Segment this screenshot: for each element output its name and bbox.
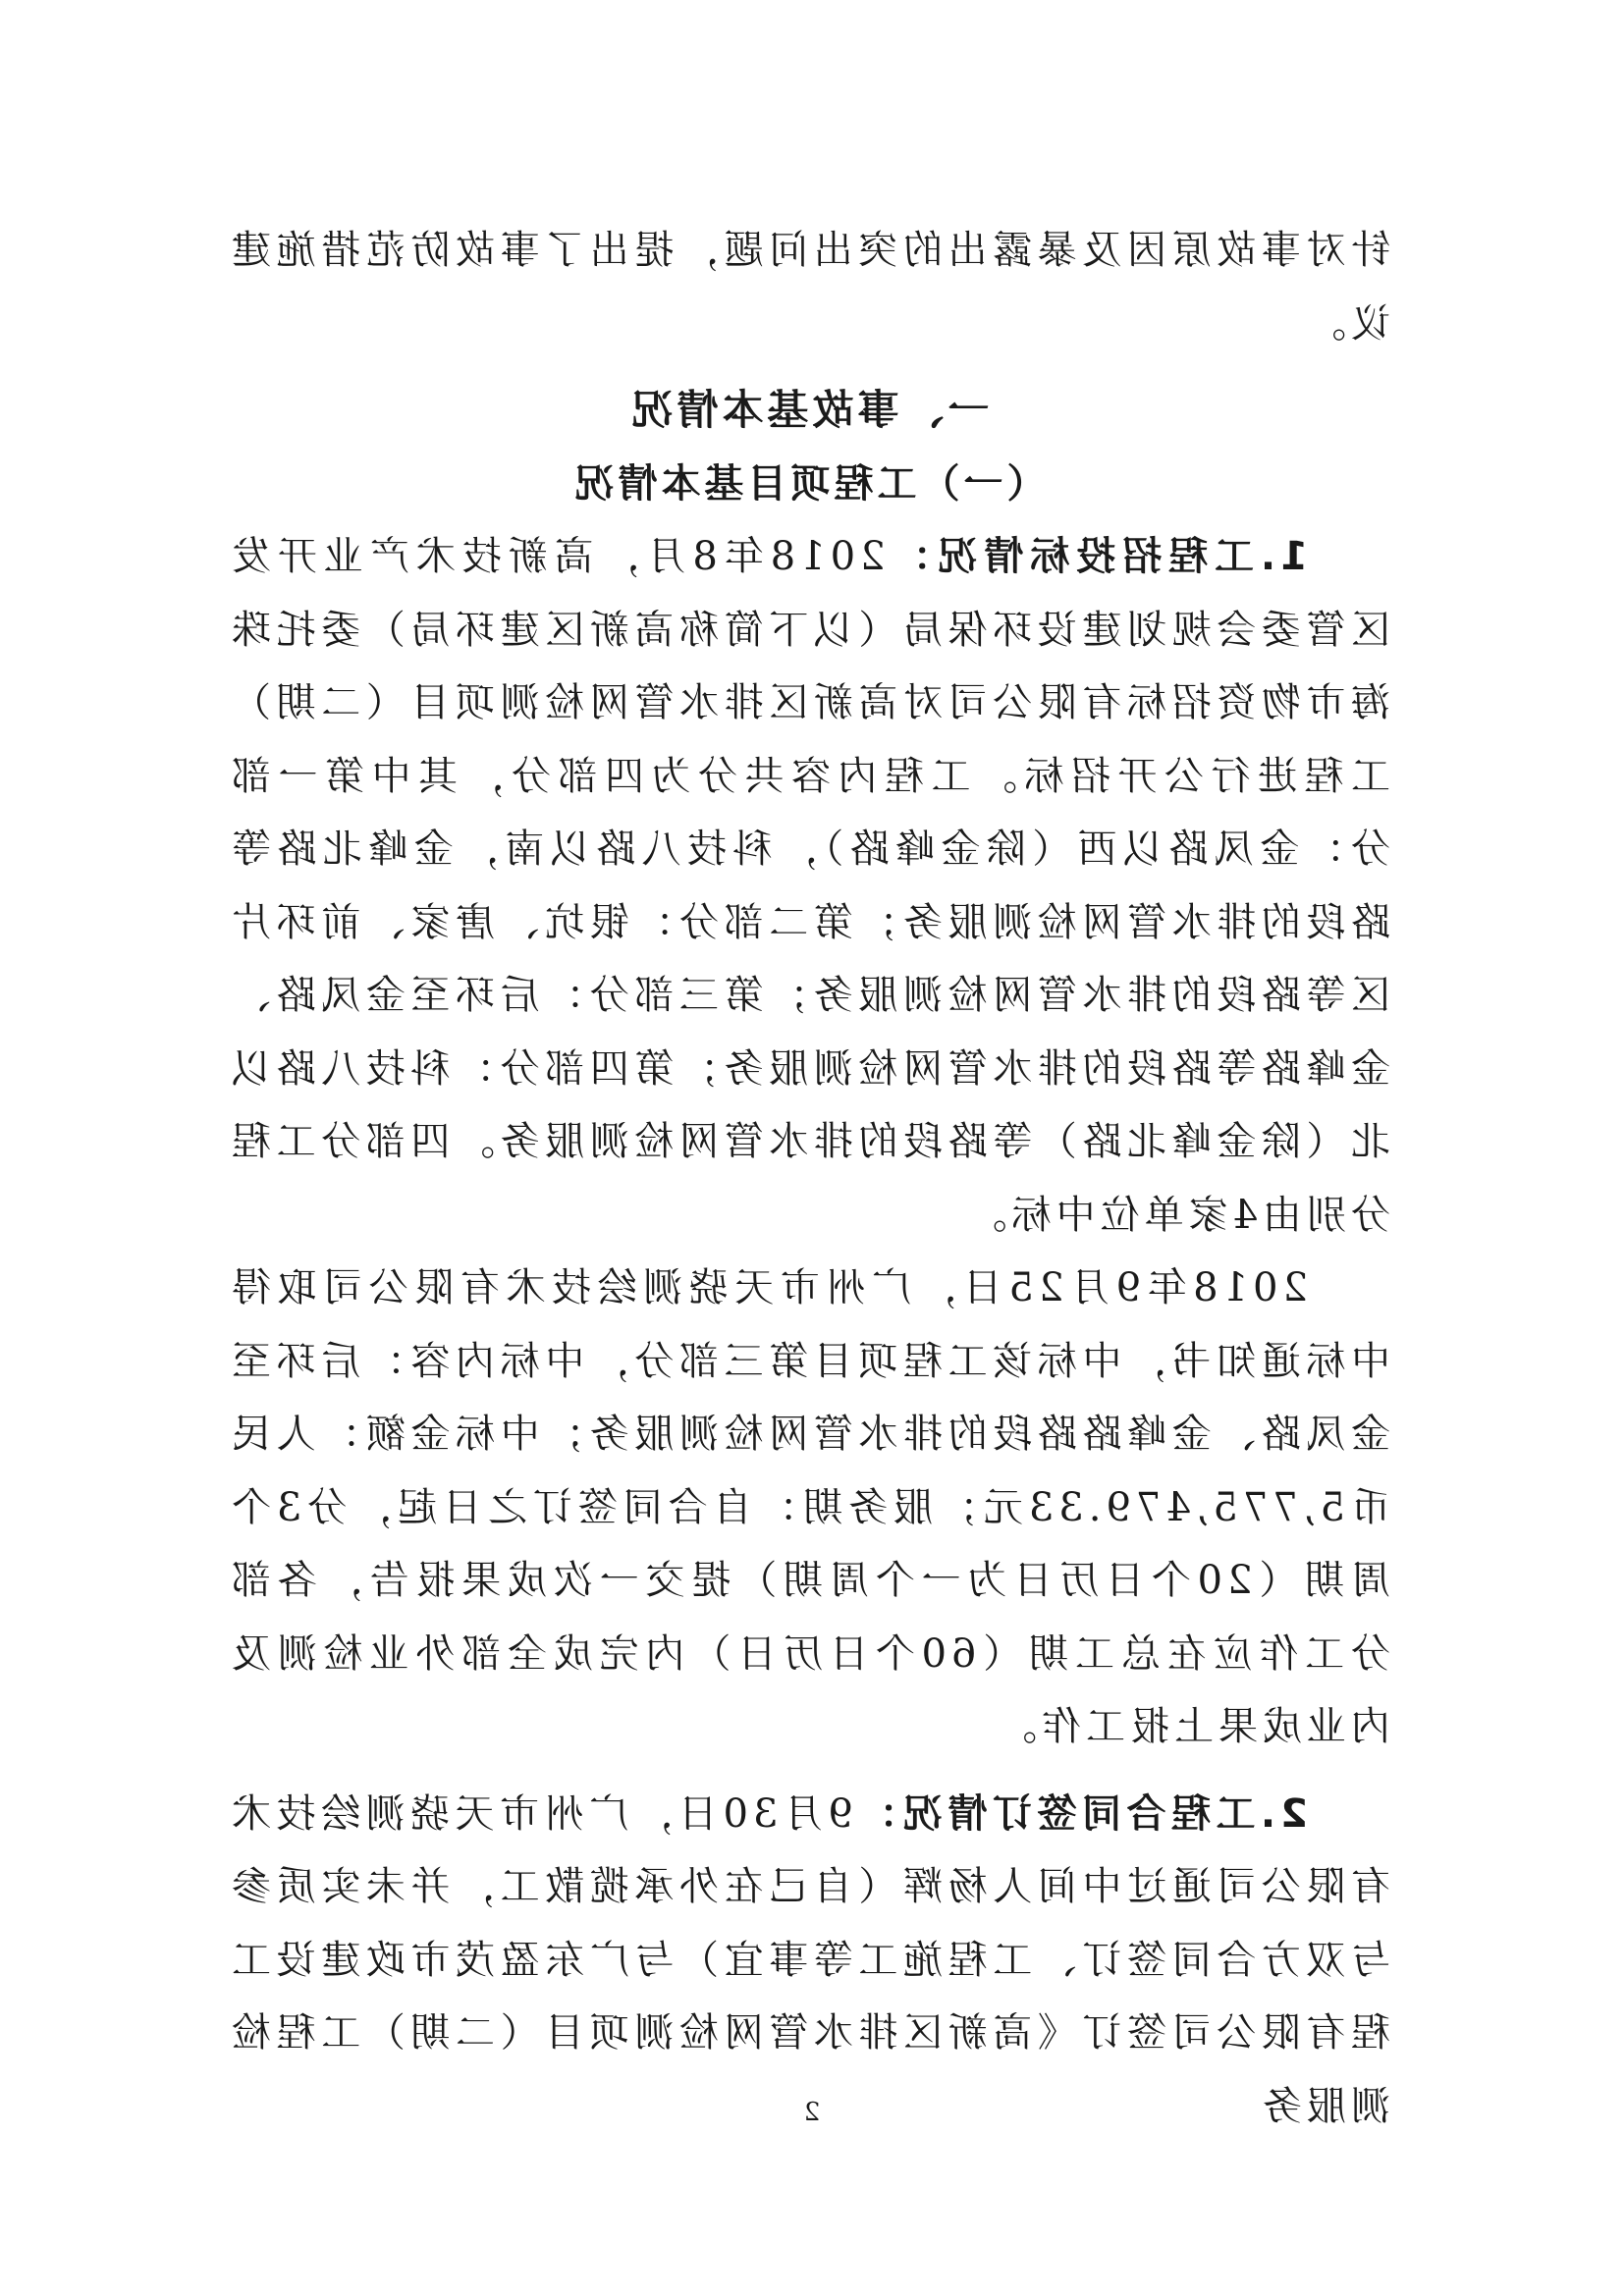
item2-paragraph (227, 1778, 1390, 2144)
document-body (227, 214, 1390, 2143)
intro-paragraph: 针对事故原因及暴露出的突出问题，提出了事故防范措施建议。 (227, 228, 1390, 347)
item1-text: 2018年8月，高新技术产业开发区管委会规划建设环保局（以下简称高新区建环局）委托珠海市物资招标有限公司对高新区排水管网检测项目（二期）工程进行公开招标。工程内容共分为四部分，其中第一部分：金凤路以西（除金峰路），科技八路以南，金峰北路等路段的排水管网检测服务；第二部分：银坑、唐家、前环片区等路段的排水管网检测服务；第三部分：后环至金凤路、金峰路等路段的排水管网检测服务；第四部分：科技八路以北（除金峰北路）等路段的排水管网检测服务。四部分工程分别由4家单位中标。 (227, 534, 1390, 1238)
item1-paragraph-2: 2018年9月25日，广州市天骁测绘技术有限公司取得中标通知书，中标该工程项目第三部分，中标内容：后环至金凤路、金峰路路段的排水管网检测服务；中标金额：人民币5,775,479.33元；服务期：自合同签订之日起，分3个周期（20个日历日为一个周期）提交一次成果报告，各部分工作应在总工期（60个日历日）内完成全部外业检测及内业成果上报工作。 (227, 1265, 1390, 1749)
page-number: 2 (803, 2098, 821, 2127)
subsection-heading: （一）工程项目基本情况 (570, 459, 1047, 507)
item1-label: 1.工程招投标情况： (885, 534, 1308, 579)
section-heading: 一、事故基本情况 (627, 386, 990, 434)
item2-text: 9月30日，广州市天骁测绘技术有限公司通过中间人杨辉（自己在外承揽散工，并未实质参与双方合同签订、工程施工等事宜）与广东盈茂市政建设工程有限公司签订《高新区排水管网检测项目（二期）工程检测服务 (227, 1790, 1390, 2129)
item1-paragraph (227, 520, 1390, 1252)
item2-label: 2.工程合同签订情况： (852, 1790, 1308, 1837)
